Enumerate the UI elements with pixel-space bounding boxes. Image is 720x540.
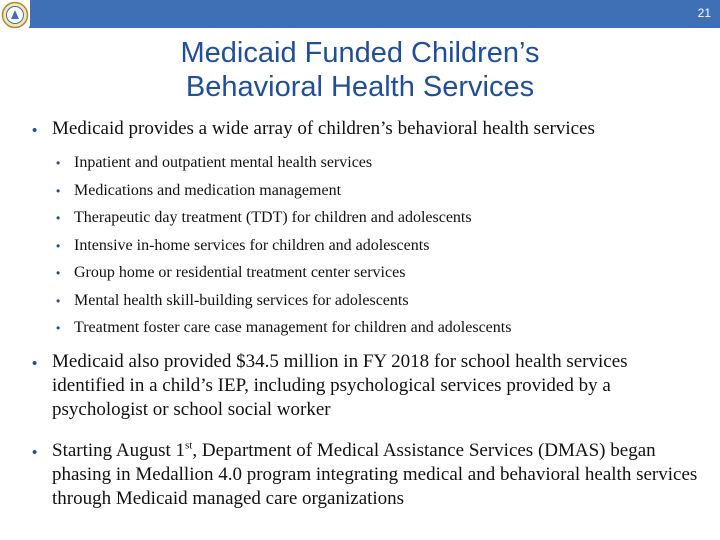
bullet-dot-icon: • [56, 238, 61, 253]
list-item-text: Therapeutic day treatment (TDT) for children and adolescents [74, 209, 472, 226]
list-item [56, 259, 702, 287]
bullet-dot-icon: • [32, 122, 38, 139]
title-line-1: Medicaid Funded Children’s [180, 37, 540, 69]
bullet-list [32, 117, 702, 511]
bullet-dot-icon: • [56, 211, 61, 225]
header-bar [0, 0, 720, 28]
bullet-dot-icon: • [56, 156, 61, 170]
bullet-dot-icon: • [56, 266, 61, 280]
bullet-dmas-text-start: Starting August 1 [52, 439, 186, 461]
ordinal-suffix: st [185, 439, 193, 452]
bullet-dot-icon: • [32, 354, 38, 372]
list-item [56, 287, 702, 315]
title-line-2: Behavioral Health Services [185, 71, 535, 103]
bullet-dmas-text-end: , Department of Medical Assistance Services (DMAS) began phasing in Medallion 4.0 program integrating medical and behavioral health services through Medicaid managed care organizations [52, 439, 698, 509]
bullet-intro-text: Medicaid provides a wide array of children’s behavioral health services [52, 118, 595, 139]
list-item-text: Inpatient and outpatient mental health services [74, 154, 373, 171]
list-item [56, 204, 702, 232]
services-sublist [56, 149, 702, 342]
list-item-text: Group home or residential treatment center services [74, 264, 406, 281]
list-item [56, 177, 702, 205]
bullet-dot-icon: • [56, 183, 61, 198]
slide-number: 21 [697, 6, 711, 20]
bullet-dmas [32, 439, 702, 511]
state-seal-logo [0, 0, 30, 30]
bullet-intro [32, 117, 702, 141]
list-item [56, 314, 702, 342]
bullet-dot-icon: • [56, 321, 61, 335]
bullet-school-health [32, 350, 702, 422]
list-item [56, 149, 702, 177]
bullet-dot-icon: • [56, 293, 61, 308]
list-item-text: Mental health skill-building services for adolescents [74, 291, 409, 309]
list-item-text: Treatment foster care case management for children and adolescents [74, 319, 512, 336]
bullet-dot-icon: • [32, 443, 38, 461]
list-item-text: Intensive in-home services for children and adolescents [74, 236, 430, 254]
list-item-text: Medications and medication management [74, 181, 342, 199]
page-title [0, 36, 720, 104]
list-item [56, 232, 702, 260]
bullet-school-health-text: Medicaid also provided $34.5 million in FY 2018 for school health services identified in a child’s IEP, including psychological services provided by a psychologist or school social worker [52, 350, 628, 420]
